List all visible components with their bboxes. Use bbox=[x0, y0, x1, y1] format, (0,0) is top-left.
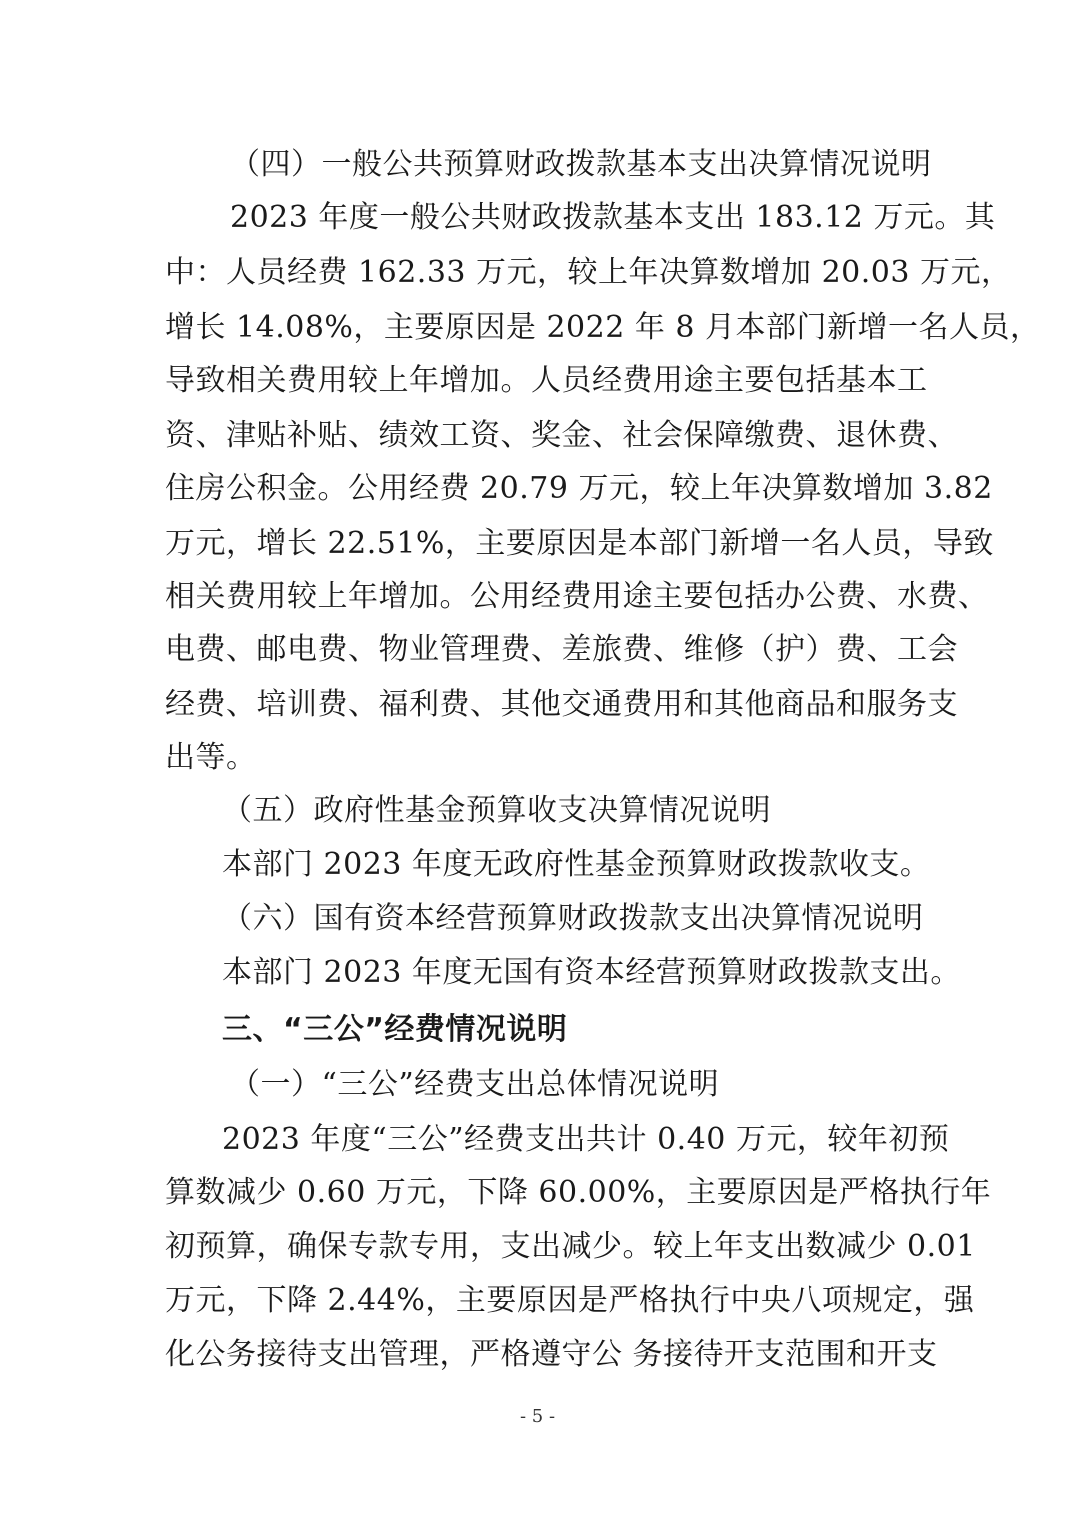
section-4-line-8: 相关费用较上年增加。公用经费用途主要包括办公费、水费、 bbox=[165, 579, 989, 614]
section-5-heading: （五）政府性基金预算收支决算情况说明 bbox=[222, 793, 771, 828]
section-4-line-6: 住房公积金。公用经费 20.79 万元，较上年决算数增加 3.82 bbox=[165, 471, 993, 506]
section-4-heading: （四）一般公共预算财政拨款基本支出决算情况说明 bbox=[230, 147, 932, 182]
section-4-line-1: 2023 年度一般公共财政拨款基本支出 183.12 万元。其 bbox=[230, 200, 996, 235]
section-4-line-3: 增长 14.08%，主要原因是 2022 年 8 月本部门新增一名人员， bbox=[165, 310, 1041, 345]
part-3-sub-1-line-4: 万元，下降 2.44%，主要原因是严格执行中央八项规定，强 bbox=[165, 1283, 975, 1318]
part-3-sub-1-line-1: 2023 年度“三公”经费支出共计 0.40 万元，较年初预 bbox=[222, 1122, 950, 1157]
section-5-text: 本部门 2023 年度无政府性基金预算财政拨款收支。 bbox=[222, 847, 931, 882]
section-6-text: 本部门 2023 年度无国有资本经营预算财政拨款支出。 bbox=[222, 955, 961, 990]
section-4-line-10: 经费、培训费、福利费、其他交通费用和其他商品和服务支 bbox=[165, 687, 958, 722]
section-4-line-9: 电费、邮电费、物业管理费、差旅费、维修（护）费、工会 bbox=[165, 632, 958, 667]
section-4-line-7: 万元，增长 22.51%，主要原因是本部门新增一名人员，导致 bbox=[165, 526, 994, 561]
part-3-sub-1-line-5: 化公务接待支出管理，严格遵守公 务接待开支范围和开支 bbox=[165, 1337, 938, 1372]
part-3-sub-1-heading: （一）“三公”经费支出总体情况说明 bbox=[230, 1067, 720, 1102]
section-4-line-2: 中：人员经费 162.33 万元，较上年决算数增加 20.03 万元， bbox=[165, 255, 1012, 290]
section-4-line-11: 出等。 bbox=[165, 740, 257, 775]
part-3-sub-1-line-3: 初预算，确保专款专用，支出减少。较上年支出数减少 0.01 bbox=[165, 1229, 976, 1264]
part-3-heading: 三、“三公”经费情况说明 bbox=[222, 1012, 568, 1047]
part-3-sub-1-line-2: 算数减少 0.60 万元，下降 60.00%，主要原因是严格执行年 bbox=[165, 1175, 992, 1210]
section-4-line-5: 资、津贴补贴、绩效工资、奖金、社会保障缴费、退休费、 bbox=[165, 418, 958, 453]
section-6-heading: （六）国有资本经营预算财政拨款支出决算情况说明 bbox=[222, 901, 924, 936]
section-4-line-4: 导致相关费用较上年增加。人员经费用途主要包括基本工 bbox=[165, 363, 928, 398]
page-number: - 5 - bbox=[519, 1406, 556, 1427]
